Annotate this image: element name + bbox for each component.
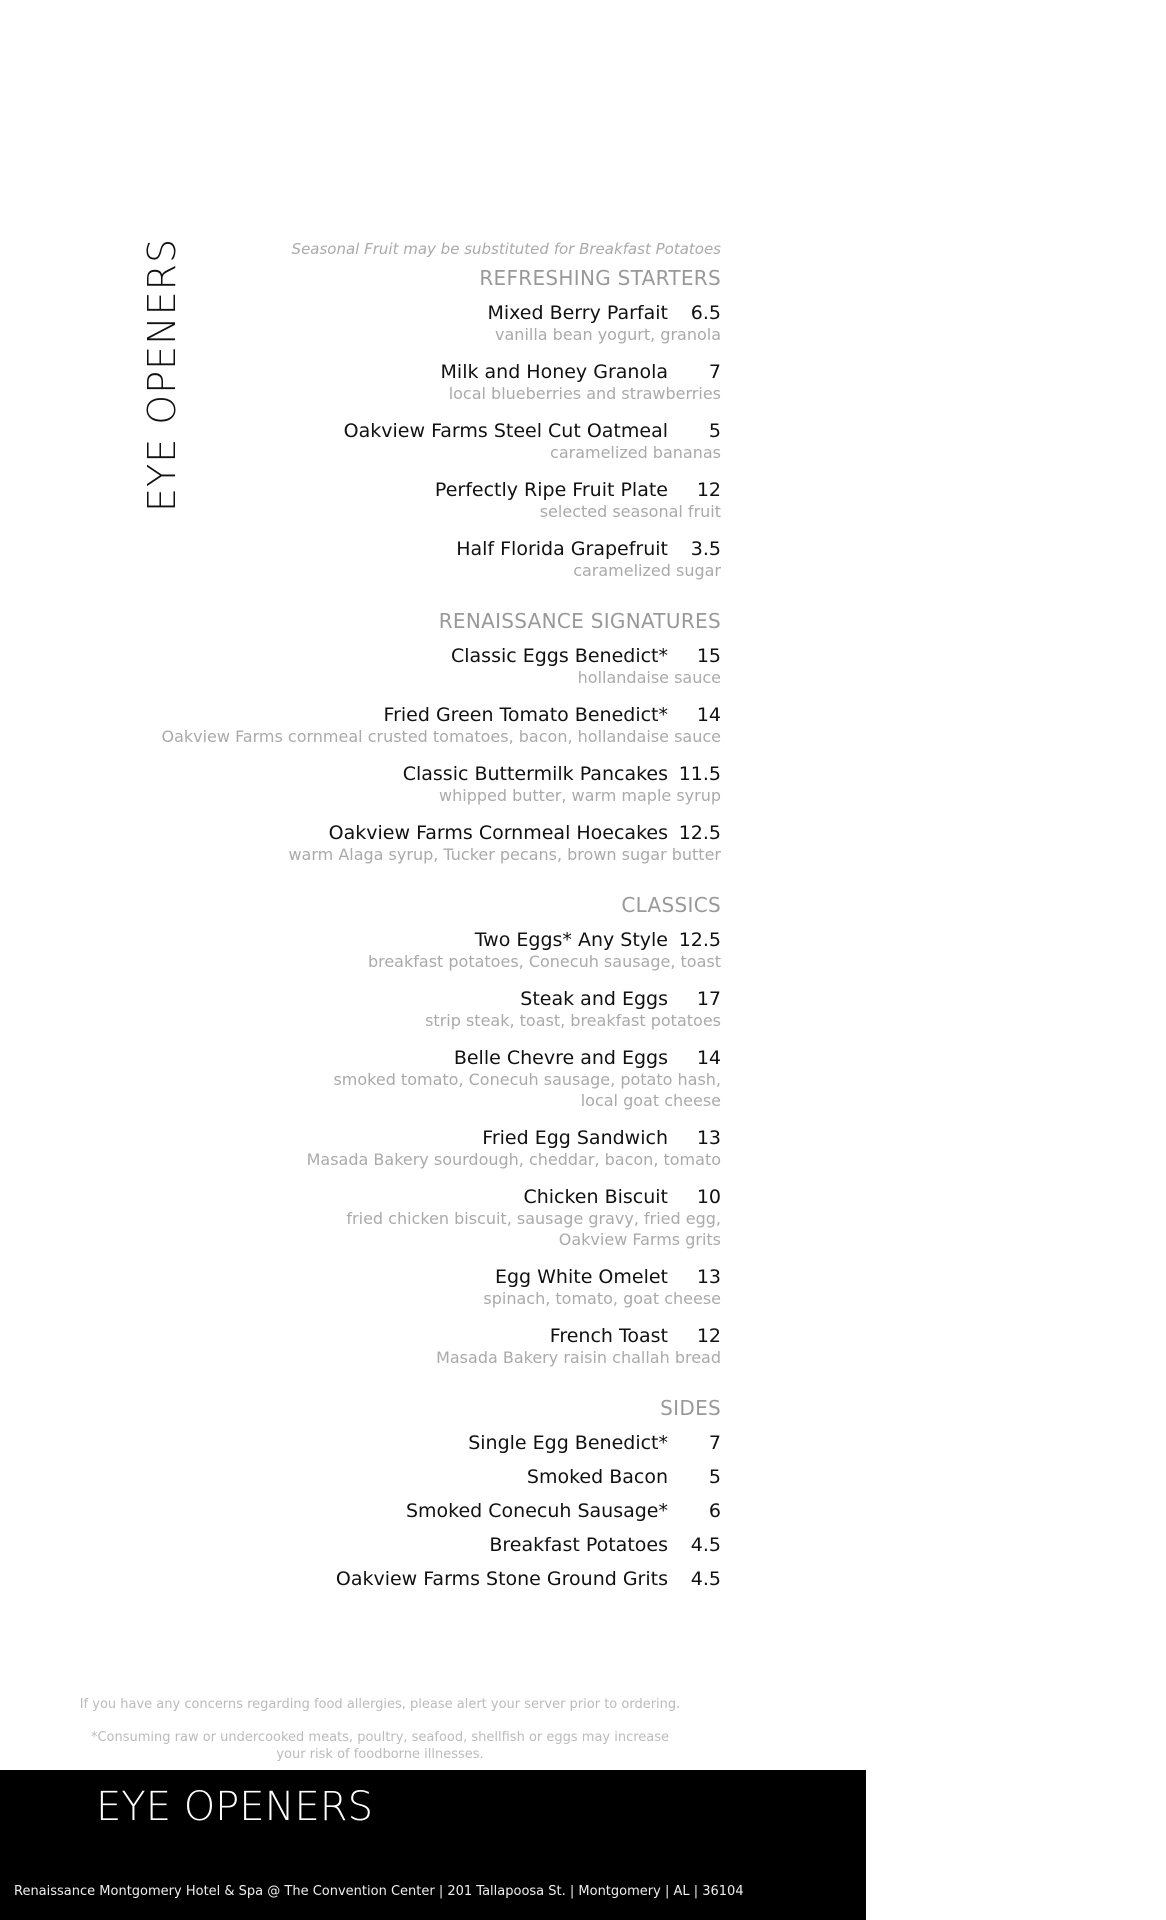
item-name: Classic Buttermilk Pancakes [402,763,668,785]
menu-item [21,763,721,806]
item-name: Fried Egg Sandwich [482,1127,668,1149]
item-description: caramelized bananas [550,443,721,462]
item-name: Classic Eggs Benedict* [450,645,668,667]
item-name: Chicken Biscuit [523,1186,668,1208]
item-price: 5 [708,1466,721,1488]
disclaimers [0,1696,760,1779]
menu-item [21,822,721,865]
item-price: 17 [696,988,721,1010]
item-price: 13 [696,1266,721,1288]
item-description: whipped butter, warm maple syrup [439,786,721,805]
section-title: RENAISSANCE SIGNATURES [438,609,721,633]
footer-address: Renaissance Montgomery Hotel & Spa @ The Convention Center | 201 Tallapoosa St. | Montgomery | AL | 36104 [14,1884,744,1899]
menu-item [21,420,721,463]
item-name: Oakview Farms Steel Cut Oatmeal [343,420,668,442]
item-description: Oakview Farms grits [558,1230,721,1249]
item-price: 6 [708,1500,721,1522]
menu-item [21,704,721,747]
menu-item [21,1127,721,1170]
section-title: CLASSICS [621,893,721,917]
item-name: Milk and Honey Granola [440,361,668,383]
item-name: Single Egg Benedict* [468,1432,668,1454]
item-description: hollandaise sauce [577,668,721,687]
item-price: 11.5 [678,763,721,785]
item-name: Mixed Berry Parfait [487,302,668,324]
menu-item [21,645,721,688]
section-title: SIDES [660,1396,721,1420]
allergy-disclaimer: If you have any concerns regarding food allergies, please alert your server prior to ordering. [79,1697,681,1712]
menu-item [21,302,721,345]
item-description: smoked tomato, Conecuh sausage, potato hash, [333,1070,721,1089]
menu-item [21,361,721,404]
item-name: Egg White Omelet [494,1266,668,1288]
item-description: local goat cheese [580,1091,721,1110]
item-description: caramelized sugar [573,561,721,580]
item-price: 12 [696,479,721,501]
item-name: Oakview Farms Cornmeal Hoecakes [328,822,668,844]
item-price: 15 [696,645,721,667]
item-description: spinach, tomato, goat cheese [483,1289,721,1308]
item-name: Oakview Farms Stone Ground Grits [335,1568,668,1590]
item-price: 7 [708,361,721,383]
item-name: Smoked Conecuh Sausage* [405,1500,668,1522]
item-price: 4.5 [690,1568,721,1590]
section-signatures [21,609,721,865]
item-price: 4.5 [690,1534,721,1556]
item-name: Two Eggs* Any Style [474,929,668,951]
item-price: 12.5 [678,929,721,951]
menu-item [21,929,721,972]
menu-item [21,1325,721,1368]
item-price: 12.5 [678,822,721,844]
menu-item [21,988,721,1031]
side-item [21,1466,721,1488]
item-price: 10 [696,1186,721,1208]
side-item [21,1534,721,1556]
menu [21,237,721,1618]
item-description: local blueberries and strawberries [448,384,721,403]
item-description: Oakview Farms cornmeal crusted tomatoes, bacon, hollandaise sauce [161,727,721,746]
item-price: 6.5 [690,302,721,324]
item-description: warm Alaga syrup, Tucker pecans, brown sugar butter [288,845,721,864]
section-sides [21,1396,721,1590]
footer-title: EYE OPENERS [96,1784,373,1830]
item-price: 5 [708,420,721,442]
side-item [21,1568,721,1590]
item-name: Belle Chevre and Eggs [453,1047,668,1069]
item-name: French Toast [549,1325,668,1347]
menu-item [21,479,721,522]
item-name: Smoked Bacon [526,1466,668,1488]
side-title: EYE OPENERS [140,237,184,512]
menu-item [21,1186,721,1250]
item-price: 14 [696,1047,721,1069]
menu-item [21,538,721,581]
substitution-note: Seasonal Fruit may be substituted for Breakfast Potatoes [291,240,721,258]
item-description: strip steak, toast, breakfast potatoes [425,1011,721,1030]
section-classics [21,893,721,1368]
item-name: Steak and Eggs [520,988,668,1010]
item-description: Masada Bakery raisin challah bread [436,1348,721,1367]
side-item [21,1432,721,1454]
raw-food-disclaimer [0,1729,760,1763]
item-price: 12 [696,1325,721,1347]
item-name: Fried Green Tomato Benedict* [383,704,668,726]
footer [0,1770,866,1920]
item-price: 13 [696,1127,721,1149]
item-name: Half Florida Grapefruit [456,538,668,560]
raw-food-disclaimer-line1: *Consuming raw or undercooked meats, poultry, seafood, shellfish or eggs may increase [90,1730,670,1745]
item-price: 14 [696,704,721,726]
section-title: REFRESHING STARTERS [479,266,721,290]
item-description: Masada Bakery sourdough, cheddar, bacon, tomato [306,1150,721,1169]
item-price: 3.5 [690,538,721,560]
item-description: vanilla bean yogurt, granola [495,325,721,344]
side-item [21,1500,721,1522]
menu-item [21,1047,721,1111]
item-name: Perfectly Ripe Fruit Plate [434,479,668,501]
item-name: Breakfast Potatoes [489,1534,668,1556]
menu-item [21,1266,721,1309]
item-description: breakfast potatoes, Conecuh sausage, toast [367,952,721,971]
item-price: 7 [708,1432,721,1454]
section-starters [21,266,721,581]
raw-food-disclaimer-line2: your risk of foodborne illnesses. [276,1747,484,1762]
item-description: fried chicken biscuit, sausage gravy, fried egg, [346,1209,721,1228]
item-description: selected seasonal fruit [539,502,721,521]
